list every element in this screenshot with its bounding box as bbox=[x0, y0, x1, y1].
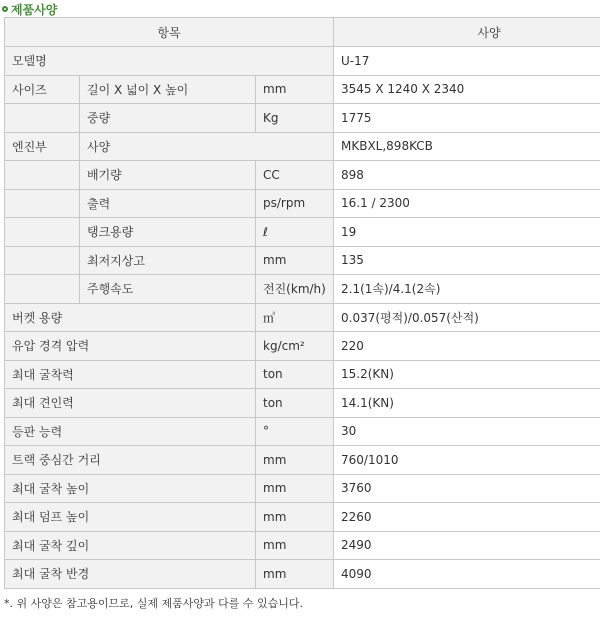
group-blank bbox=[5, 246, 80, 275]
group-blank bbox=[5, 161, 80, 190]
row-unit: ton bbox=[256, 360, 334, 389]
spec-table bbox=[4, 17, 600, 589]
table-row bbox=[5, 218, 600, 247]
table-row bbox=[5, 389, 600, 418]
table-row bbox=[5, 446, 600, 475]
row-unit: ㎥ bbox=[256, 303, 334, 332]
row-value: 1775 bbox=[334, 104, 600, 133]
table-row bbox=[5, 104, 600, 133]
group-blank bbox=[5, 104, 80, 133]
row-unit: mm bbox=[256, 560, 334, 589]
table-row bbox=[5, 75, 600, 104]
group-label: 사이즈 bbox=[5, 75, 80, 104]
group-blank bbox=[5, 218, 80, 247]
row-label: 최저지상고 bbox=[80, 246, 256, 275]
row-label: 모델명 bbox=[5, 47, 334, 76]
row-unit: mm bbox=[256, 531, 334, 560]
row-value: 898 bbox=[334, 161, 600, 190]
row-value: U-17 bbox=[334, 47, 600, 76]
group-blank bbox=[5, 275, 80, 304]
table-row bbox=[5, 275, 600, 304]
row-value: 220 bbox=[334, 332, 600, 361]
row-unit: ° bbox=[256, 417, 334, 446]
header-item: 항목 bbox=[5, 18, 334, 47]
row-value: 2490 bbox=[334, 531, 600, 560]
table-row bbox=[5, 360, 600, 389]
row-label: 최대 견인력 bbox=[5, 389, 256, 418]
row-label: 출력 bbox=[80, 189, 256, 218]
table-row bbox=[5, 161, 600, 190]
section-title-text: 제품사양 bbox=[11, 2, 58, 17]
table-row bbox=[5, 560, 600, 589]
row-label: 최대 굴착 높이 bbox=[5, 474, 256, 503]
row-value: 14.1(KN) bbox=[334, 389, 600, 418]
row-unit: kg/cm² bbox=[256, 332, 334, 361]
row-unit: ℓ bbox=[256, 218, 334, 247]
table-row bbox=[5, 417, 600, 446]
row-unit: mm bbox=[256, 246, 334, 275]
row-unit: mm bbox=[256, 75, 334, 104]
table-row bbox=[5, 246, 600, 275]
row-label: 트랙 중심간 거리 bbox=[5, 446, 256, 475]
row-label: 최대 굴착 반경 bbox=[5, 560, 256, 589]
row-label: 사양 bbox=[80, 132, 334, 161]
row-value: 2.1(1속)/4.1(2속) bbox=[334, 275, 600, 304]
row-value: 16.1 / 2300 bbox=[334, 189, 600, 218]
row-value: MKBXL,898KCB bbox=[334, 132, 600, 161]
table-row bbox=[5, 332, 600, 361]
row-unit: mm bbox=[256, 474, 334, 503]
row-label: 최대 굴착 깊이 bbox=[5, 531, 256, 560]
table-row bbox=[5, 474, 600, 503]
row-label: 등판 능력 bbox=[5, 417, 256, 446]
row-unit: 전진(km/h) bbox=[256, 275, 334, 304]
row-label: 중량 bbox=[80, 104, 256, 133]
table-row bbox=[5, 47, 600, 76]
table-header-row bbox=[5, 18, 600, 47]
row-value: 30 bbox=[334, 417, 600, 446]
row-value: 3545 X 1240 X 2340 bbox=[334, 75, 600, 104]
table-row bbox=[5, 132, 600, 161]
row-label: 유압 경격 압력 bbox=[5, 332, 256, 361]
row-value: 135 bbox=[334, 246, 600, 275]
row-label: 배기량 bbox=[80, 161, 256, 190]
row-label: 주행속도 bbox=[80, 275, 256, 304]
row-value: 3760 bbox=[334, 474, 600, 503]
row-unit: ton bbox=[256, 389, 334, 418]
row-value: 19 bbox=[334, 218, 600, 247]
row-label: 탱크용량 bbox=[80, 218, 256, 247]
table-row bbox=[5, 303, 600, 332]
row-unit: ps/rpm bbox=[256, 189, 334, 218]
row-label: 최대 굴착력 bbox=[5, 360, 256, 389]
table-row bbox=[5, 189, 600, 218]
group-blank bbox=[5, 189, 80, 218]
section-title bbox=[2, 1, 57, 17]
row-unit: CC bbox=[256, 161, 334, 190]
row-label: 버켓 용량 bbox=[5, 303, 256, 332]
row-value: 760/1010 bbox=[334, 446, 600, 475]
row-value: 2260 bbox=[334, 503, 600, 532]
row-label: 최대 덤프 높이 bbox=[5, 503, 256, 532]
row-unit: mm bbox=[256, 503, 334, 532]
footnote: *. 위 사양은 참고용이므로, 실제 제품사양과 다를 수 있습니다. bbox=[4, 597, 303, 610]
row-unit: Kg bbox=[256, 104, 334, 133]
table-row bbox=[5, 531, 600, 560]
circle-bullet-icon bbox=[2, 6, 8, 12]
group-label: 엔진부 bbox=[5, 132, 80, 161]
row-value: 4090 bbox=[334, 560, 600, 589]
row-unit: mm bbox=[256, 446, 334, 475]
table-row bbox=[5, 503, 600, 532]
row-value: 0.037(평적)/0.057(산적) bbox=[334, 303, 600, 332]
row-label: 길이 X 넓이 X 높이 bbox=[80, 75, 256, 104]
header-spec: 사양 bbox=[334, 18, 600, 47]
row-value: 15.2(KN) bbox=[334, 360, 600, 389]
